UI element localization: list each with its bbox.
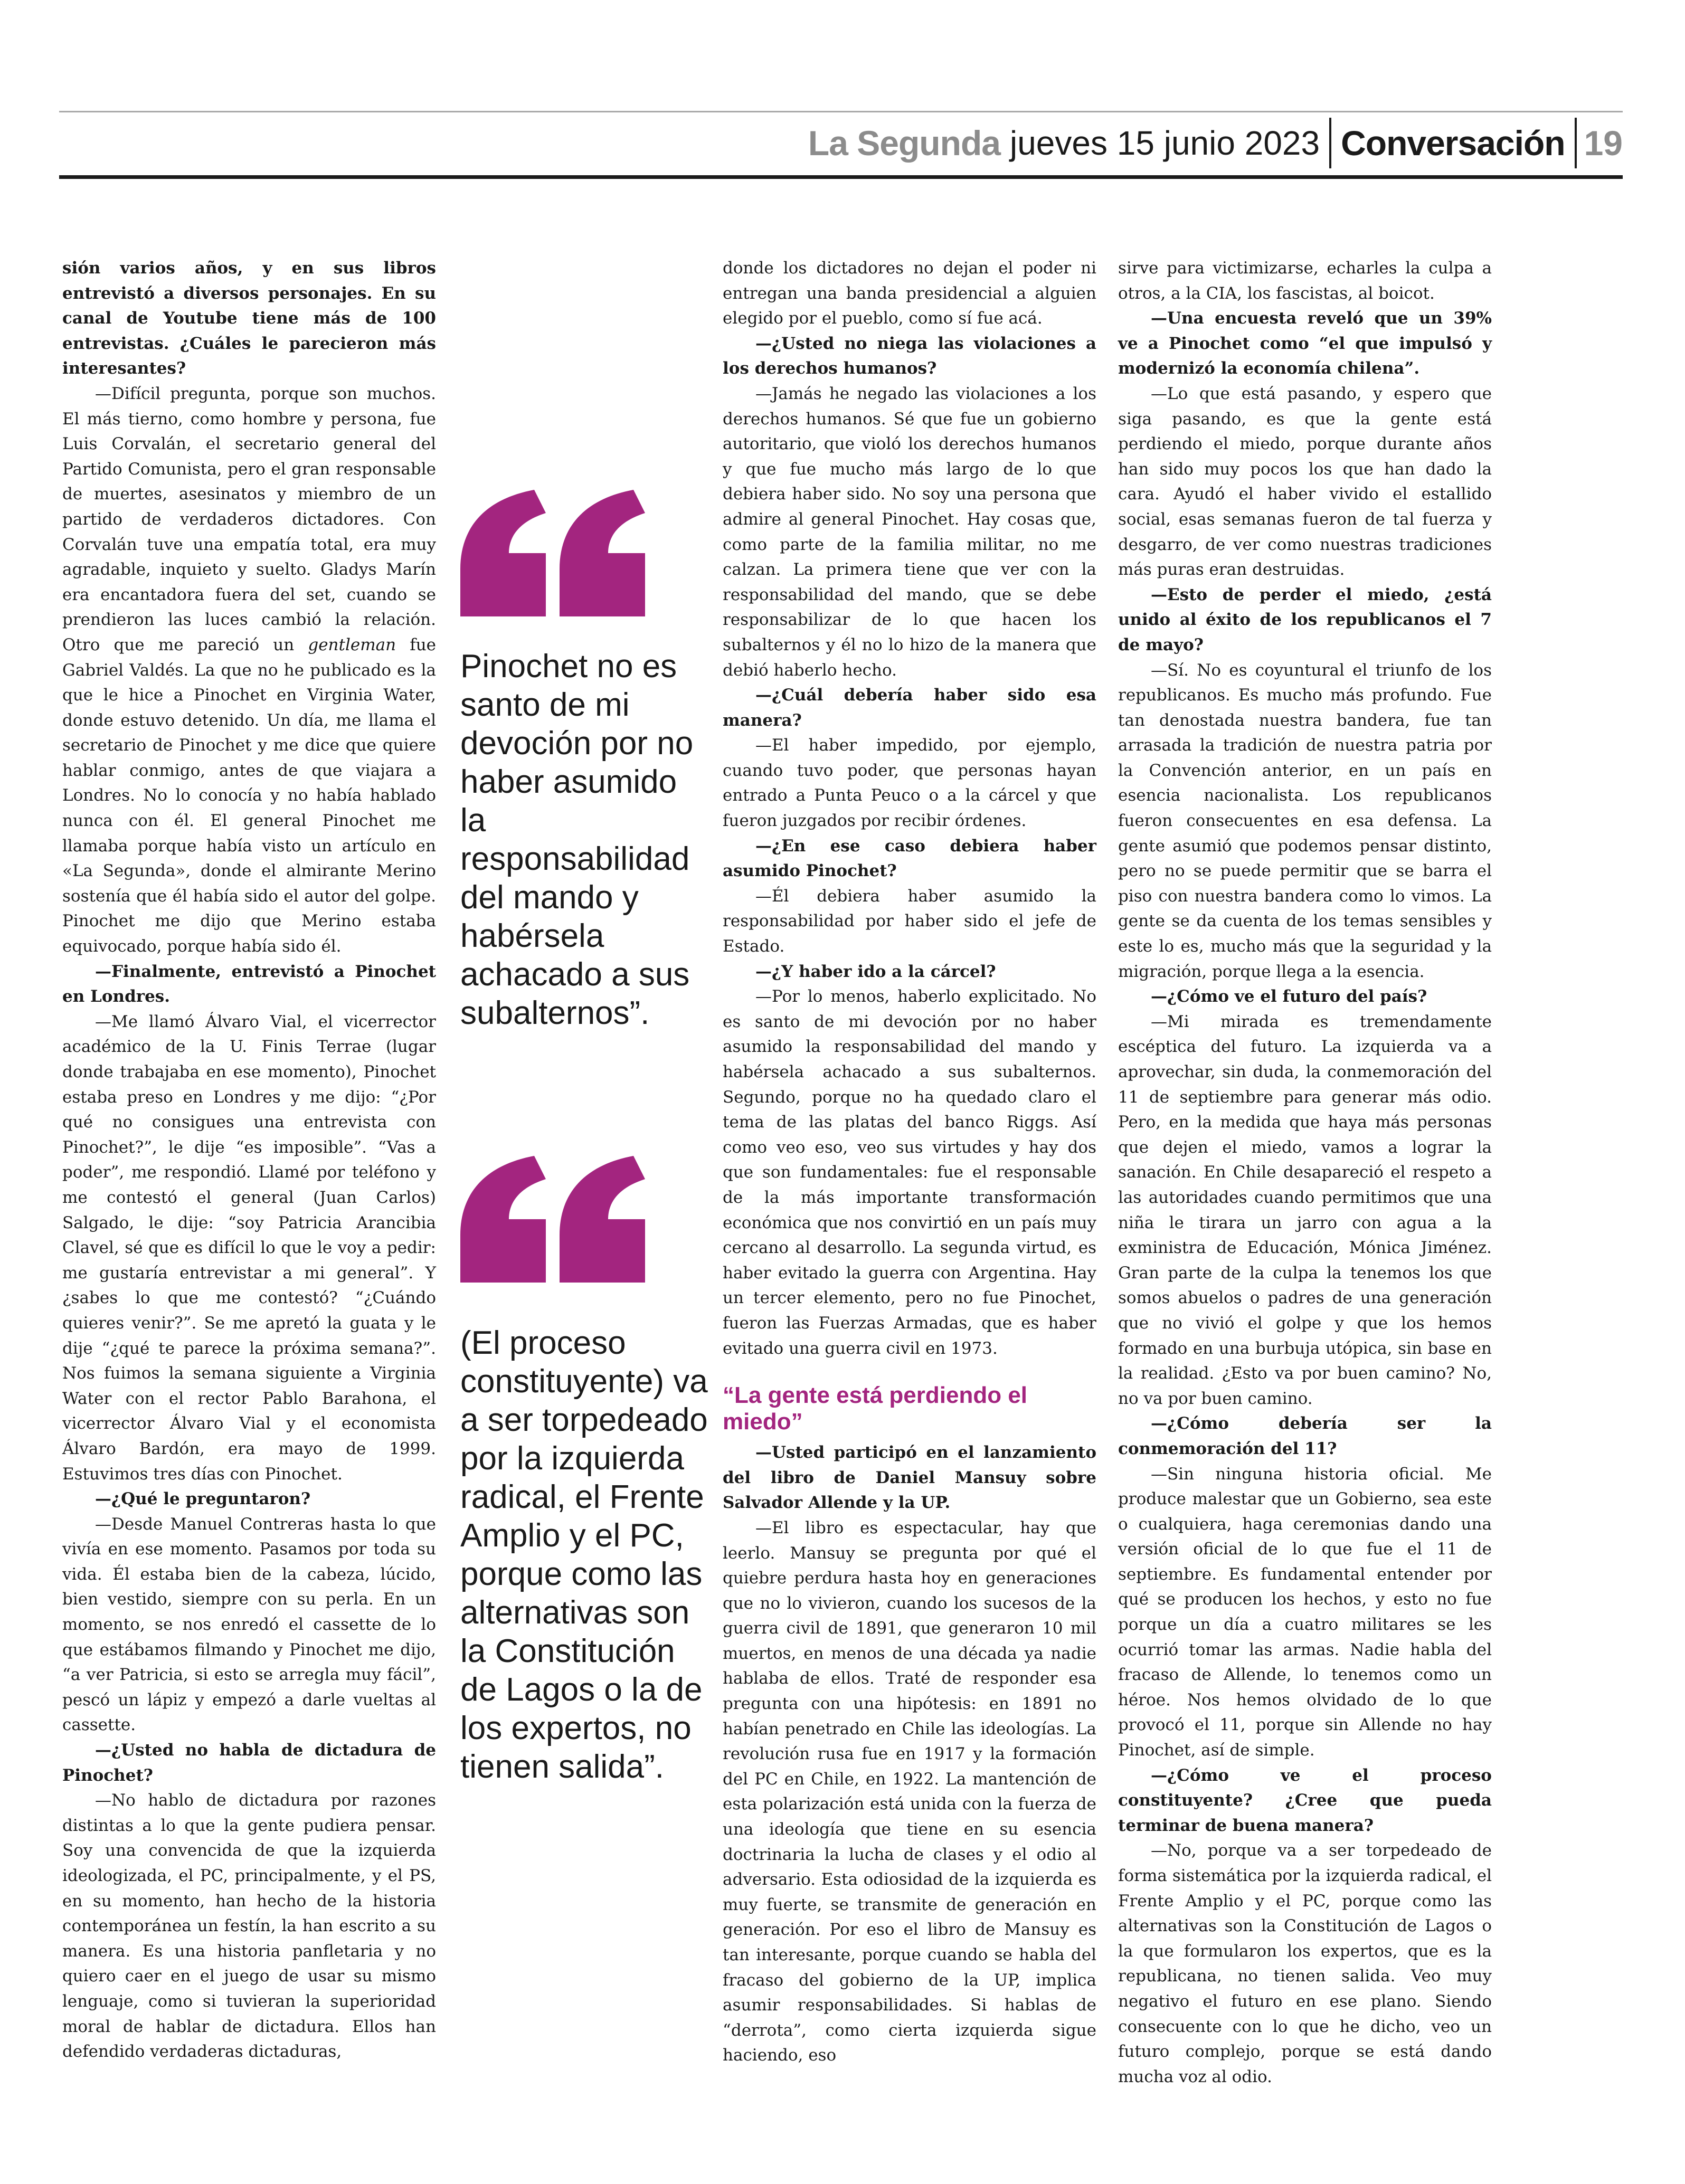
question: —Finalmente, entrevistó a Pinochet en Londres. [62,962,436,1006]
question: —¿En ese caso debiera haber asumido Pinochet? [723,836,1096,881]
italic-term: gentleman [308,635,396,654]
header-top-rule [59,111,1623,112]
answer: —Él debiera haber asumido la responsabilidad por haber sido el jefe de Estado. [723,886,1096,956]
answer: —Lo que está pasando, y espero que siga pasando, es que la gente está perdiendo el miedo, porque durante años han sido muy pocos los que han dado la cara. Ayudó el haber vivido el estallido social, esas semanas fueron de tal fuerza y desgarro, de ver como nuestras tradiciones más puras eran destruidas. [1118,384,1492,580]
article-column-3 [1118,256,1492,2090]
question: sión varios años, y en sus libros entrevistó a diversos personajes. En su canal de Youtube tiene más de 100 entrevistas. ¿Cuáles le parecieron más interesantes? [62,259,436,378]
answer: —Desde Manuel Contreras hasta lo que vivía en ese momento. Pasamos por toda su vida. Él estaba bien de la cabeza, lúcido, bien vestido, siempre con su perla. En un momento, se nos enredó el cassette de lo que estábamos filmando y Pinochet me dijo, “a ver Patricia, si esto se arregla muy fácil”, pescó un lápiz y empezó a darle vueltas al cassette. [62,1514,436,1735]
question: —Usted participó en el lanzamiento del libro de Daniel Mansuy sobre Salvador Allende y la UP. [723,1443,1096,1513]
article-column-2 [723,256,1096,2068]
answer: —Jamás he negado las violaciones a los derechos humanos. Sé que fue un gobierno autoritario, que violó los derechos humanos y que fue mucho más largo de lo que debiera haber sido. No soy una persona que admire al general Pinochet. Hay cosas que, como parte de la familia militar, no me calzan. La primera tiene que ver con la responsabilidad del mando, que se debe responsabilizar de lo que hacen los subalternos y él no lo hizo de la manera que debió haberlo hecho. [723,384,1096,680]
header-bottom-rule [59,175,1623,179]
section-subhead: “La gente está perdiendo el miedo” [723,1382,1028,1435]
article-column-1 [62,256,436,2065]
question: —Una encuesta reveló que un 39% ve a Pinochet como “el que impulsó y modernizó la economía chilena”. [1118,309,1492,378]
answer: —Mi mirada es tremendamente escéptica del futuro. La izquierda va a aprovechar, sin duda, la conmemoración del 11 de septiembre para generar más odio. Pero, en la medida que haya más personas que dejen el miedo, vamos a lograr la sanación. En Chile desapareció el respeto a las autoridades cuando permitimos que una niña le tirara un jarro con agua a la exministra de Educación, Mónica Jiménez. Gran parte de la culpa la tenemos los que somos abuelos o padres de una generación que no vivió el golpe y que los hemos formado en una burbuja utópica, sin base en la realidad. ¿Esto va por buen camino? No, no va por buen camino. [1118,1012,1492,1408]
question: —¿Qué le preguntaron? [95,1489,311,1509]
answer: —No hablo de dictadura por razones distintas a lo que la gente pudiera pensar. Soy una convencida de que la izquierda ideologizada, el PC, principalmente, y el PS, en su momento, han hecho de la historia contemporánea un festín, la han escrito a su manera. Es una historia panfletaria y no quiero caer en el juego de usar su mismo lenguaje, como si tuvieran la superioridad moral de hablar de dictadura. Ellos han defendido verdaderas dictaduras, [62,1791,436,2062]
pullquote-text: (El proceso constituyente) va a ser torpedeado por la izquierda radical, el Frente Amplio y el PC, porque como las alternativas son la Constitución de Lagos o la de los expertos, no tienen salida”. [460,1325,708,1785]
question: —¿Usted no habla de dictadura de Pinochet? [62,1741,436,1785]
masthead [808,114,1623,172]
question: —¿Y haber ido a la cárcel? [755,962,996,981]
question: —¿Cómo ve el futuro del país? [1151,987,1427,1006]
answer: —No, porque va a ser torpedeado de forma sistemática por la izquierda radical, el Frente Amplio y el PC, porque como las alternativas son la Constitución de Lagos o la que formularon los expertos, que es la republicana, no tienen salida. Veo muy negativo el futuro en ese plano. Siendo consecuente con lo que he dicho, veo un futuro complejo, porque se está dando mucha voz al odio. [1118,1841,1492,2086]
newspaper-brand: La Segunda [808,124,1000,163]
answer: donde los dictadores no dejan el poder ni entregan una banda presidencial a alguien elegido por el pueblo, como sí fue acá. [723,259,1096,328]
answer: —Por lo menos, haberlo explicitado. No es santo de mi devoción por no haber asumido la responsabilidad del mando y habérsela achacado a sus subalternos. Segundo, porque no ha quedado claro el tema de las platas del banco Riggs. Así como veo eso, veo sus virtudes y hay dos que son fundamentales: fue el responsable de la más importante transformación económica que nos convirtió en un país muy cercano al desarrollo. La segunda virtud, es haber evitado la guerra con Argentina. Hay un tercer elemento, pero no fue Pinochet, fueron las Fuerzas Armadas, que es haber evitado una guerra civil en 1973. [723,987,1096,1358]
opening-quote-mark-icon [460,490,645,616]
question: —¿Cuál debería haber sido esa manera? [723,686,1096,730]
section-name: Conversación [1341,124,1565,163]
page-number: 19 [1584,124,1623,163]
answer: sirve para victimizarse, echarles la culpa a otros, a la CIA, los fascistas, al boicot. [1118,259,1492,303]
answer: —Sí. No es coyuntural el triunfo de los republicanos. Es mucho más profundo. Fue tan denostada nuestra bandera, fue tan arrasada la tradición de nuestra patria por la Convención anterior, en un país en esencia nacionalista. Los republicanos fueron consecuentes en esa defensa. La gente asumió que podemos pensar distinto, pero no se puede permitir que se barra el piso con nuestra bandera como lo vimos. La gente se da cuenta de los temas sensibles y este lo es, mucho más que la seguridad y la migración, porque llega a la esencia. [1118,660,1492,981]
pullquote-text: Pinochet no es santo de mi devoción por no haber asumido la responsabilidad del mando y habérsela achacado a sus subalternos”. [460,648,694,1031]
question: —¿Cómo debería ser la conmemoración del 11? [1118,1414,1492,1458]
question: —¿Cómo ve el proceso constituyente? ¿Cree que pueda terminar de buena manera? [1118,1765,1492,1835]
answer: —El libro es espectacular, hay que leerlo. Mansuy se pregunta por qué el quiebre perdura hasta hoy en generaciones que no lo vivieron, cuando los sucesos de la guerra civil de 1891, que generaron 10 mil muertos, en menos de una década ya nadie hablaba de ellos. Traté de responder esa pregunta con una hipótesis: en 1891 no habían penetrado en Chile las ideologías. La revolución rusa fue en 1917 y la formación del PC en Chile, en 1922. La mantención de esta polarización está unida con la fuerza de una ideología que tiene en su esencia doctrinaria la lucha de clases y el odio al adversario. Esta odiosidad de la izquierda es muy fuerte, se transmite de generación en generación. Por eso el libro de Mansuy es tan interesante, porque cuando se habla del fracaso del gobierno de la UP, implica asumir responsabilidades. Si hablas de “derrota”, como cierta izquierda sigue haciendo, eso [723,1518,1096,2065]
answer: —Sin ninguna historia oficial. Me produce malestar que un Gobierno, sea este o cualquiera, haga ceremonias dando una versión oficial de lo que fue el 11 de septiembre. Es fundamental entender por qué se producen los hechos, y esto no fue porque un día a cuatro militares se les ocurrió tomar las armas. Nadie habla del fracaso de Allende, lo tenemos como un héroe. Nos hemos olvidado de lo que provocó el 11, porque sin Allende no hay Pinochet, así de simple. [1118,1464,1492,1760]
answer: —Difícil pregunta, porque son muchos. El más tierno, como hombre y persona, fue Luis Corvalán, el secretario general del Partido Comunista, pero el gran responsable de muertes, asesinatos y miembro de un partido de verdaderos dictadores. Con Corvalán tuve una empatía total, era muy agradable, inquieto y suelto. Gladys Marín era encantadora fuera del set, cuando se prendieron las luces cambió la relación. Otro que me pareció un gentleman fue Gabriel Valdés. La que no he publicado es la que le hice a Pinochet en Virginia Water, donde estuvo detenido. Un día, me llama el secretario de Pinochet y me dice que quiere hablar conmigo, antes de que viajara a Londres. No lo conocía y no había hablado nunca con él. El general Pinochet me llamaba porque había visto un artículo en «La Segunda», donde el almirante Merino sostenía que él había sido el autor del golpe. Pinochet me dijo que Merino estaba equivocado, porque había sido él. [62,384,437,956]
opening-quote-mark-icon [460,1156,645,1283]
masthead-divider [1329,118,1331,168]
question: —¿Usted no niega las violaciones a los derechos humanos? [723,334,1096,378]
answer: —Me llamó Álvaro Vial, el vicerrector académico de la U. Finis Terrae (lugar donde trabajaba en ese momento), Pinochet estaba preso en Londres y me dijo: “¿Por qué no consigues una entrevista con Pinochet?”, le dije “es imposible”. “Vas a poder”, me respondió. Llamé por teléfono y me contestó el general (Juan Carlos) Salgado, le dije: “soy Patricia Arancibia Clavel, sé que es difícil lo que le voy a pedir: me gustaría entrevistar a mi general”. Y ¿sabes lo que me contestó? “¿Cuándo quieres venir?”. Se me apretó la guata y le dije “¿qué te parece la próxima semana?”. Nos fuimos la semana siguiente a Virginia Water con el rector Pablo Barahona, el vicerrector Álvaro Vial y el economista Álvaro Bardón, era mayo de 1999. Estuvimos tres días con Pinochet. [62,1012,436,1484]
question: —Esto de perder el miedo, ¿está unido al éxito de los republicanos el 7 de mayo? [1118,585,1492,654]
pullquote-1 [460,490,708,1032]
masthead-divider-2 [1575,118,1577,168]
issue-date: jueves 15 junio 2023 [1009,124,1320,162]
answer: —El haber impedido, por ejemplo, cuando tuvo poder, que personas hayan entrado a Punta Peuco o a la cárcel y que fueron juzgados por recibir órdenes. [723,736,1096,831]
pullquote-2 [460,1156,708,1786]
